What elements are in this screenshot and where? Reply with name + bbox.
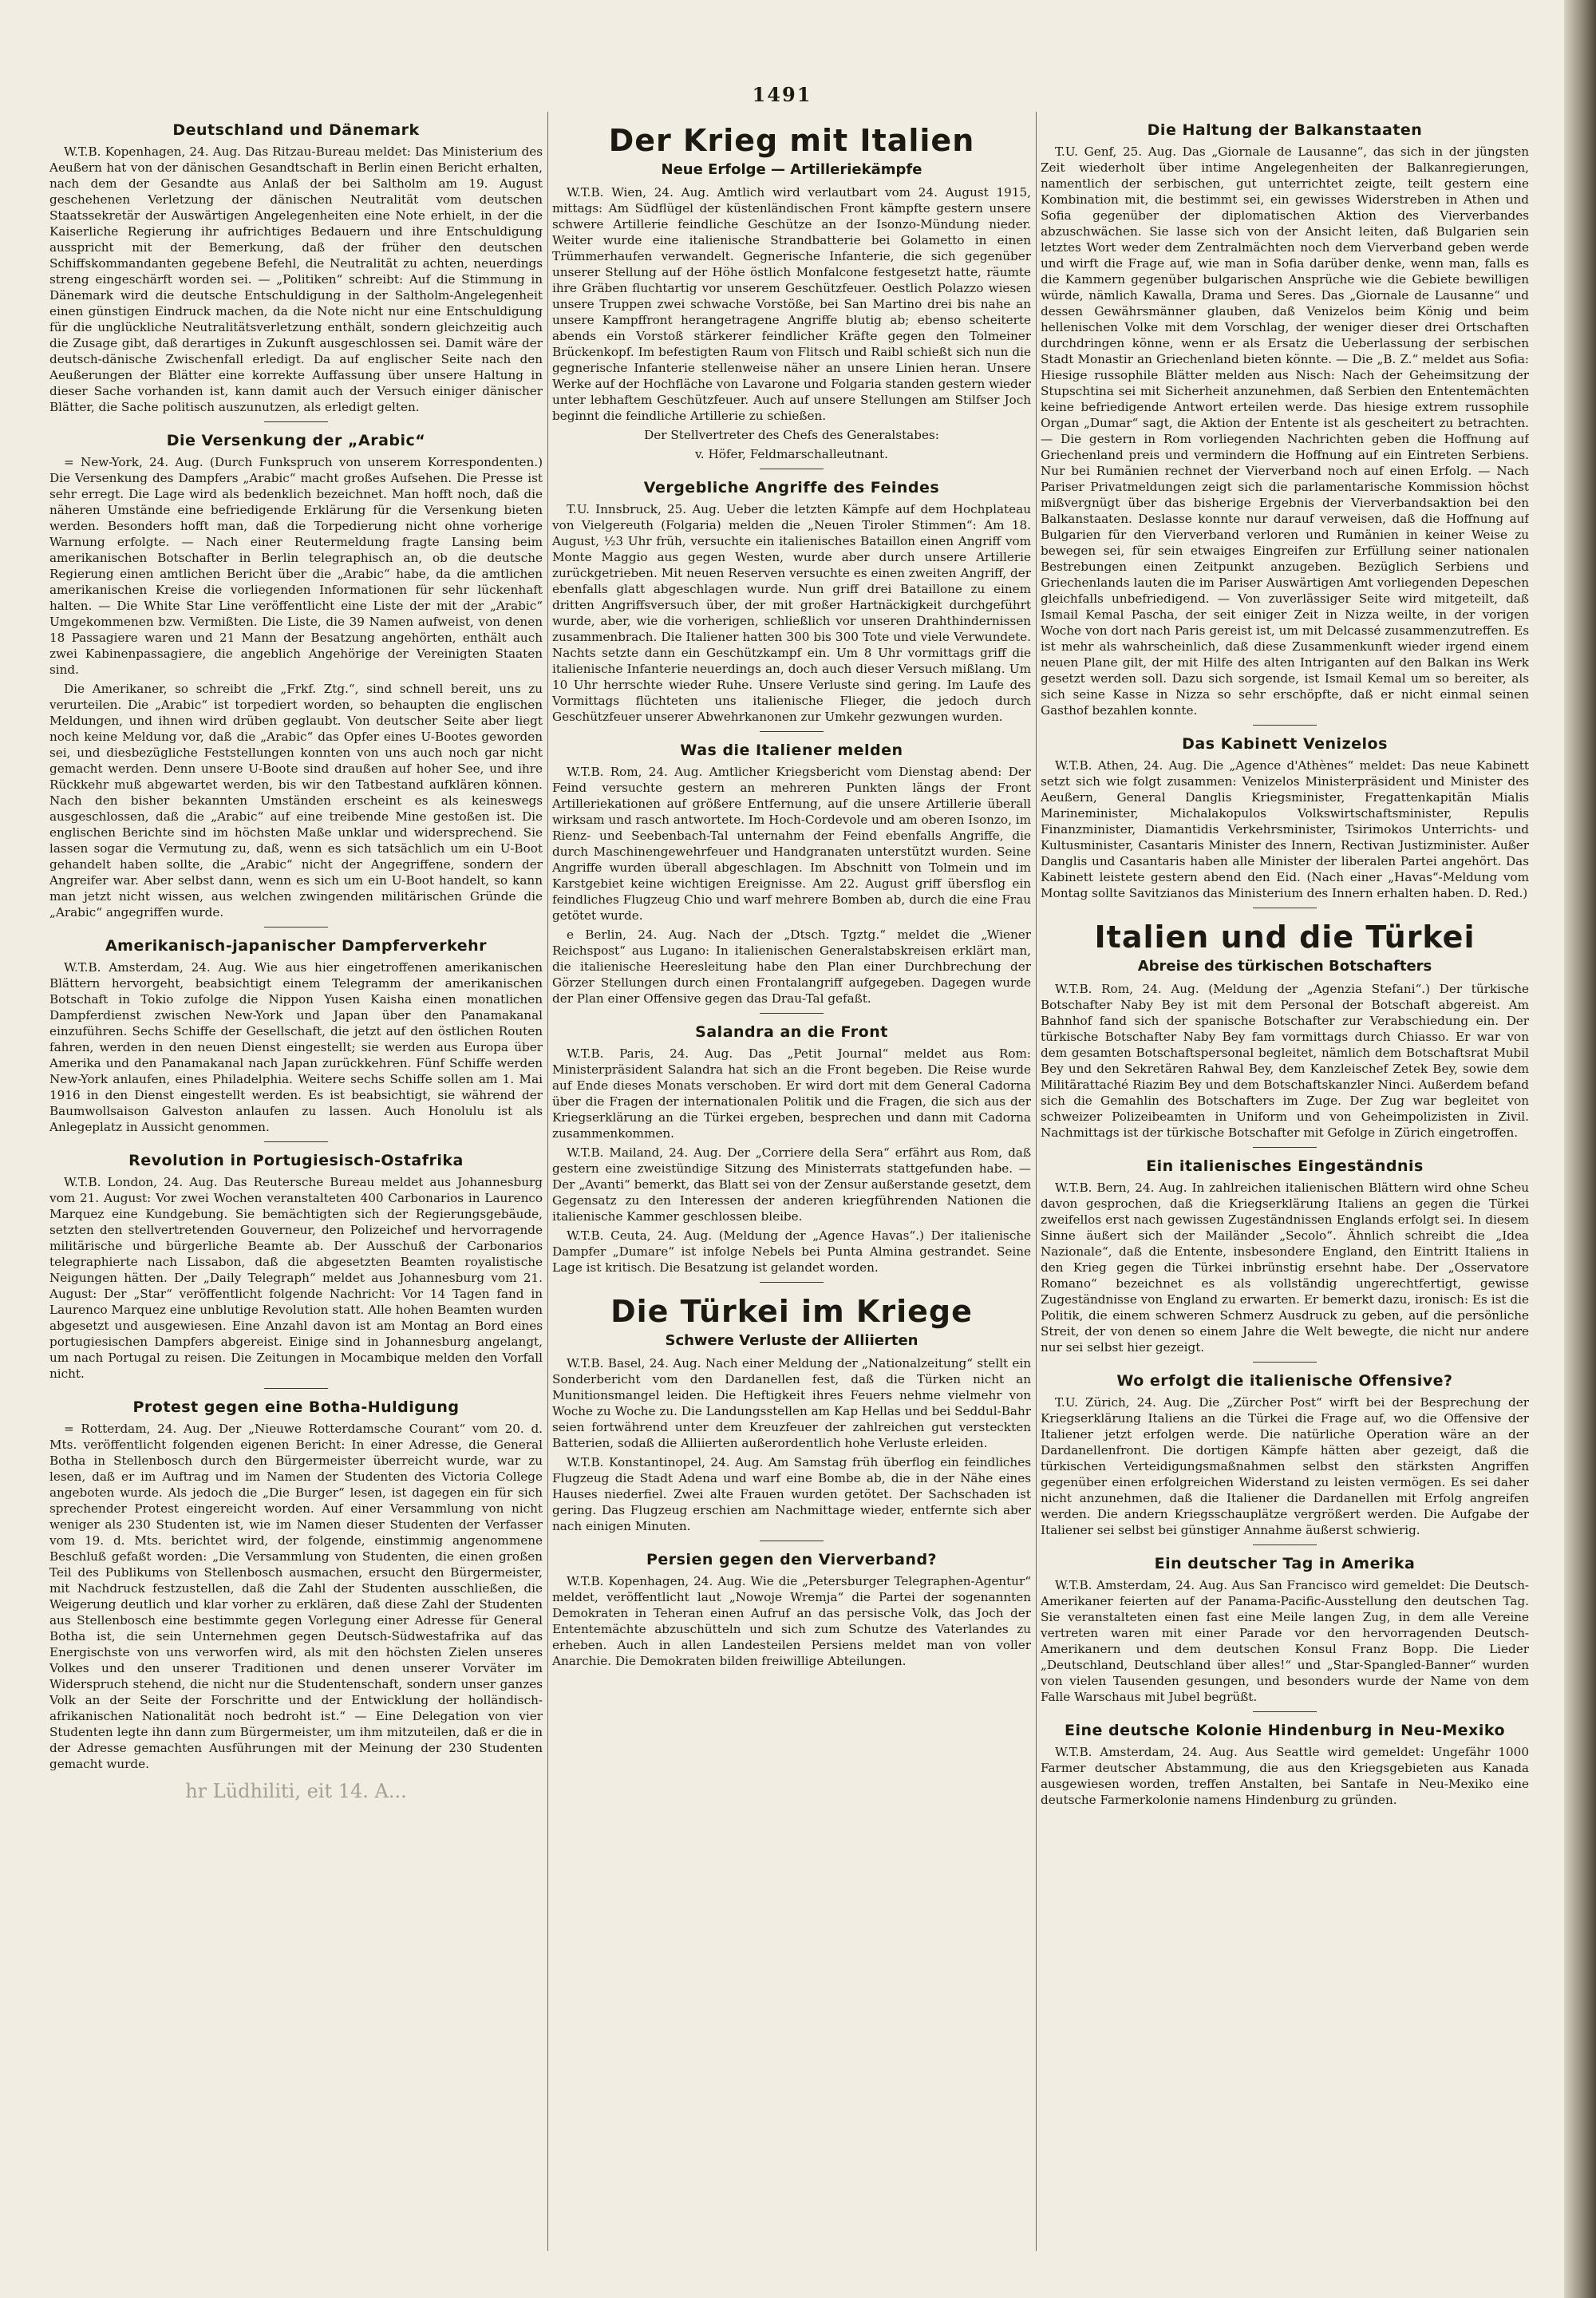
article-paragraph: W.T.B. Athen, 24. Aug. Die „Agence d'Athènes“ meldet: Das neue Kabinett setzt sich wie folgt zusammen: Venizelos Ministerpräsident und Minister des Aeußern, General Danglis Kriegsminister, Fregattenkapitän Mialis Marineminister, Michalakopulos Volkswirtschaftsminister, Repulis Finanzminister, Diamantidis Verkehrsminister, Tsirimokos Unterrichts- und Kultusminister, Casantaris Minister des Innern, Rectivan Justizminister. Außer Danglis und Casantaris haben alle Minister der liberalen Partei angehört. Das Kabinett leistete gestern abend den Eid. (Nach einer „Havas“-Meldung vom Montag sollte Savitzianos das Ministerium des Innern erhalten haben. D. Red.)	[1041, 758, 1529, 900]
article-headline: Die Türkei im Kriege	[610, 1294, 973, 1329]
article-paragraph: W.T.B. Amsterdam, 24. Aug. Aus Seattle wird gemeldet: Ungefähr 1000 Farmer deutscher Abstammung, die aus den Kriegsgebieten aus Kanada ausgewiesen worden, treffen Anstalten, bei Santafe in Neu-Mexiko eine deutsche Farmerkolonie namens Hindenburg zu gründen.	[1041, 1745, 1529, 1807]
article	[1041, 121, 1529, 718]
section-divider	[264, 421, 328, 422]
page-binding-edge	[1564, 0, 1596, 2298]
article-paragraph: W.T.B. Amsterdam, 24. Aug. Wie aus hier eingetroffenen amerikanischen Blättern hervorgeht, beabsichtigt einem Telegramm der amerikanischen Botschaft in Tokio zufolge die Nippon Yusen Kaisha einen monatlichen Dampferdienst zwischen New-York und Japan über den Panamakanal einzuführen. Sechs Schiffe der Gesellschaft, die jetzt auf den östlichen Routen fahren, werden in den neuen Dienst eingestellt; sie werden aus Europa über Amerika und den Panamakanal nach Japan zurückkehren. Fünf Schiffe werden New-York anlaufen, eines Philadelphia. Weitere sechs Schiffe sollen am 1. Mai 1916 in den Dienst eingestellt werden. Es ist beabsichtigt, sie während der Baumwollsaison Galveston anlaufen zu lassen. Auch Honolulu ist als Anlegeplatz in Aussicht genommen.	[49, 960, 543, 1134]
column-middle	[552, 112, 1031, 2266]
article-headline: Das Kabinett Venizelos	[1182, 735, 1388, 753]
article-paragraph: W.T.B. Paris, 24. Aug. Das „Petit Journal“ meldet aus Rom: Ministerpräsident Salandra hat sich an die Front begeben. Die Reise wurde auf Ende dieses Monats verschoben. Er wird dort mit dem General Cadorna über die Fragen der internationalen Politik und die Fragen, die sich aus der Kriegserklärung an die Türkei ergeben, besprechen und dann mit Cadorna zusammenkommen.	[552, 1046, 1031, 1141]
section-divider	[264, 1388, 328, 1389]
article	[552, 469, 1031, 725]
column-rule	[547, 112, 548, 2251]
article-subheadline: Abreise des türkischen Botschafters	[1137, 958, 1432, 975]
section-divider	[1253, 1362, 1317, 1363]
article-headline: Ein italienisches Eingeständnis	[1146, 1157, 1424, 1175]
article-paragraph: T.U. Innsbruck, 25. Aug. Ueber die letzten Kämpfe auf dem Hochplateau von Vielgereuth (Folgaria) melden die „Neuen Tiroler Stimmen“: Am 18. August, ½3 Uhr früh, versuchte ein italienisches Bataillon einen Angriff vom Monte Maggio aus gegen Westen, wurde aber durch unsere Artillerie zurückgetrieben. Mit neuen Reserven versuchte es einen zweiten Angriff, der ebenfalls glatt abgeschlagen wurde. Nun griff drei Bataillone zu einem dritten Angriffsversuch über, der mit großer Hartnäckigkeit durchgeführt wurde, aber, wie die vorherigen, schließlich vor unseren Drahthindernissen zusammenbrach. Die Italiener hatten 300 bis 300 Tote und viele Verwundete. Nachts setzte dann ein Geschützkampf ein. Um 8 Uhr vormittags griff die italienische Infanterie neuerdings an, doch auch dieser Versuch mißlang. Um 10 Uhr herrschte wieder Ruhe. Unsere Verluste sind gering. Im Laufe des Vormittags flüchteten uns italienische Flieger, die jedoch durch Geschützfeuer unserer Abwehrkanonen zur Umkehr gezwungen wurden.	[552, 502, 1031, 724]
article	[1041, 908, 1529, 1141]
article	[49, 421, 543, 920]
article-headline: Was die Italiener melden	[680, 742, 903, 759]
article-headline: Der Krieg mit Italien	[608, 123, 975, 158]
column-right	[1041, 112, 1529, 2266]
section-divider	[760, 1013, 824, 1014]
article-headline: Protest gegen eine Botha-Huldigung	[132, 1398, 460, 1416]
article	[552, 731, 1031, 1007]
article	[1041, 1147, 1529, 1355]
section-divider	[264, 927, 328, 928]
article-subheadline: Schwere Verluste der Alliierten	[665, 1332, 918, 1349]
article-paragraph: Die Amerikaner, so schreibt die „Frkf. Ztg.“, sind schnell bereit, uns zu verurteilen. Die „Arabic“ ist torpediert worden, so behaupten die englischen Meldungen, und ihnen wird drüben geglaubt. Von deutscher Seite aber liegt noch keine Meldung vor, daß die „Arabic“ das Opfer eines U-Bootes geworden sei, und diesbezügliche Feststellungen konnten von uns auch noch gar nicht gemacht werden. Denn unsere U-Boote sind draußen auf hoher See, und ihre Rückkehr muß abgewartet werden, bis wir den Tatbestand aufklären können. Nach den bisher bekannten Umständen erscheint es als keineswegs ausgeschlossen, daß die „Arabic“ auf eine treibende Mine gestoßen ist. Die englischen Berichte sind im höchsten Maße unklar und widersprechend. Sie lassen sogar die Vermutung zu, daß, wenn es sich tatsächlich um ein U-Boot gehandelt haben sollte, die „Arabic“ nicht der Angegriffene, sondern der Angreifer war. Aber selbst dann, wenn es sich um ein U-Boot handelt, so kann man jetzt nicht wissen, aus welchen zwingenden militärischen Gründe die „Arabic“ angegriffen wurde.	[49, 682, 543, 920]
article-paragraph: W.T.B. Rom, 24. Aug. (Meldung der „Agenzia Stefani“.) Der türkische Botschafter Naby Bey ist mit dem Personal der Botschaft abgereist. Am Bahnhof fand sich der spanische Botschafter zur Verabschiedung ein. Der türkische Botschafter Naby Bey fam vormittags durch Chiasso. Er war von dem gesamten Botschaftspersonal begleitet, nämlich dem Botschaftsrat Mubil Bey und den Sekretären Rahwal Bey, dem Kanzleischef Zetek Bey, sowie dem Militärattaché Riazim Bey und dem Botschaftskanzler Ninci. Außerdem befand sich die Gemahlin des Botschafters im Zuge. Der Zug war begleitet von schweizer Polizeibeamten in Uniform und von Geheimpolizisten in Zivil. Nachmittags ist der türkische Botschafter mit Gefolge in Zürich eingetroffen.	[1041, 982, 1529, 1140]
section-divider	[1253, 1147, 1317, 1148]
article	[49, 1141, 543, 1382]
section-divider	[264, 1141, 328, 1142]
article-paragraph: W.T.B. Ceuta, 24. Aug. (Meldung der „Agence Havas“.) Der italienische Dampfer „Dumare“ ist infolge Nebels bei Punta Almina gestrandet. Seine Lage ist kritisch. Die Besatzung ist gelandet worden.	[552, 1228, 1031, 1275]
article-paragraph: T.U. Genf, 25. Aug. Das „Giornale de Lausanne“, das sich in der jüngsten Zeit wiederholt über intime Angelegenheiten der Balkanregierungen, namentlich der serbischen, gut unterrichtet zeigte, teilt gestern eine Kombination mit, die bestimmt sei, ein gewisses Widerstreben in Athen und Sofia gegenüber der diplomatischen Aktion des Vierverbandes abzuschwächen. Sie lasse sich von der Ansicht leiten, daß Bulgarien sein letztes Wort weder dem Zentralmächten noch dem Vierverband geben werde und wirft die Frage auf, wie man in Sofia darüber denke, wenn man, falls es die Kammern gegenüber bulgarischen Ansprüche wie die Gebiete bewilligen würde, nämlich Kawalla, Drama und Seres. Das „Giornale de Lausanne“ und dessen Gewährsmänner glauben, daß Venizelos beim König und beim hellenischen Volke mit dem Vorschlag, der weniger dieser drei Ortschaften durchdringen könne, wenn er als Ersatz die Ueberlassung der serbischen Stadt Monastir an Griechenland bieten könnte. — Die „B. Z.“ meldet aus Sofia: Hiesige russophile Blätter melden aus Nisch: Nach der Geheimsitzung der Stupschtina sei mit Sicherheit anzunehmen, daß Serbien den Ententemächten keine befriedigende Antwort erteilen werde. Das hiesige extrem russophile Organ „Dumar“ sagt, die Aktion der Entente ist als gescheitert zu betrachten. — Die gestern in Rom vorliegenden Nachrichten geben die Hoffnung auf Griechenland preis und vermindern die Hoffnung auf ein Eintreten Serbiens. Nur bei Rumänien rechnet der Vierverband noch auf einen Erfolg. — Nach Pariser Privatmeldungen zeigt sich die parlamentarische Kommission höchst mißvergnügt über das bisherige Ergebnis der Vierverbandsaktion bei den Balkanstaaten. Deslasse konnte nur darauf verweisen, daß die Hoffnung auf Bulgarien für den Vierverband verloren und Rumänien in keiner Weise zu bewegen sei, für sein etwaiges Eingreifen zur Erfüllung seiner nationalen Bestrebungen einen Zeitpunkt anzugeben. Bezüglich Serbiens und Griechenlands lauten die im Pariser Auswärtigen Amt vorliegenden Depeschen gleichfalls unbefriedigend. — Von zuverlässiger Seite wird mitgeteilt, daß Ismail Kemal Pascha, der seit einiger Zeit in Nizza weilte, in der vorigen Woche von dort nach Paris gereist ist, um mit Delcassé zusammenzutreffen. Es ist mehr als wahrscheinlich, daß diese Zusammenkunft wieder irgend einem neuen Plane gilt, der mit Hilfe des alten Intriganten auf den Balkan ins Werk gesetzt werden soll. Dazu sich sorgende, ist Ismail Kemal um so bereiter, als sich seine Kasse in Nizza so sehr erschöpfte, daß er nicht einmal seinen Gasthof bezahlen konnte.	[1041, 144, 1529, 718]
article	[552, 123, 1031, 462]
article-headline: Amerikanisch-japanischer Dampferverkehr	[105, 937, 488, 955]
article-headline: Ein deutscher Tag in Amerika	[1154, 1555, 1416, 1572]
article-paragraph: W.T.B. Konstantinopel, 24. Aug. Am Samstag früh überflog ein feindliches Flugzeug die Stadt Adena und warf eine Bombe ab, die in der Nähe eines Hauses niederfiel. Zwei alte Frauen wurden getötet. Der Sachschaden ist gering. Das Flugzeug erschien am Nachmittage wieder, entfernte sich aber nach einigen Minuten.	[552, 1455, 1031, 1533]
article-paragraph: W.T.B. London, 24. Aug. Das Reutersche Bureau meldet aus Johannesburg vom 21. August: Vor zwei Wochen veranstalteten 400 Carbonarios in Laurenco Marquez eine Kundgebung. Sie bemächtigten sich der Regierungsgebäude, setzten den stellvertretenden Gouverneur, den Polizeichef und hervorragende militärische und bürgerliche Beamte ab. Der Ausschuß der Carbonarios telegraphierte nach Lissabon, daß die abgesetzten Beamten royalistische Neigungen hätten. Der „Daily Telegraph“ meldet aus Johannesburg vom 21. August: Der „Star“ veröffentlicht folgende Nachricht: Vor 14 Tagen fand in Laurenco Marquez eine unblutige Revolution statt. Alle hohen Beamten wurden abgesetzt und ausgewiesen. Eine Anzahl davon ist am Montag an Bord eines portugiesischen Dampfers abgereist. Einige sind in Johannesburg angelangt, um nach Portugal zu reisen. Die Zeitungen in Mocambique melden den Vorfall nicht.	[49, 1175, 543, 1381]
article	[552, 1282, 1031, 1534]
section-divider	[760, 1282, 824, 1283]
article-headline: Die Haltung der Balkanstaaten	[1147, 121, 1423, 139]
article	[49, 121, 543, 415]
article-headline: Italien und die Türkei	[1094, 920, 1476, 955]
article-headline: Eine deutsche Kolonie Hindenburg in Neu-Mexiko	[1064, 1722, 1506, 1739]
section-divider	[1253, 725, 1317, 726]
article-headline: Wo erfolgt die italienische Offensive?	[1116, 1372, 1453, 1390]
article-paragraph: W.T.B. Kopenhagen, 24. Aug. Wie die „Petersburger Telegraphen-Agentur“ meldet, veröffentlicht laut „Nowoje Wremja“ die Partei der sogenannten Demokraten in Teheran einen Aufruf an das persische Volk, das Joch der Ententemächte abzuschütteln und sich zum Schutze des Vaterlandes zu erheben. Auch in allen Landesteilen Persiens meldet man von voller Anarchie. Die Demokraten bilden freiwillige Abteilungen.	[552, 1574, 1031, 1668]
article	[1041, 1362, 1529, 1538]
article-paragraph: W.T.B. Kopenhagen, 24. Aug. Das Ritzau-Bureau meldet: Das Ministerium des Aeußern hat von der dänischen Gesandtschaft in Berlin einen Bericht erhalten, nach dem der Gesandte aus Anlaß der bei Saltholm am 19. August geschehenen Verletzung der dänischen Neutralität vom deutschen Staatssekretär der Auswärtigen Angelegenheiten eine Note erhielt, in der die Kaiserliche Regierung ihr aufrichtiges Bedauern und ihre Entschuldigung ausspricht mit der Bemerkung, daß der früher den deutschen Schiffskommandanten gegebene Befehl, die Neutralität zu achten, neuerdings streng eingeschärft worden sei. — „Politiken“ schreibt: Auf die Stimmung in Dänemark wird die deutsche Entschuldigung in der Saltholm-Angelegenheit einen günstigen Eindruck machen, da die Note nicht nur eine Entschuldigung für die unglückliche Neutralitätsverletzung enthält, sondern gleichzeitig auch die Zusage gibt, daß derartiges in Zukunft ausgeschlossen sei. Damit wäre der deutsch-dänische Zwischenfall erledigt. Da auf englischer Seite nach den Aeußerungen der Blätter eine korrekte Auffassung über unsere Haltung in dieser Sache vorhanden ist, kann damit auch der Versuch einiger dänischer Blätter, die Sache politisch auszunutzen, als erledigt gelten.	[49, 144, 543, 414]
article-paragraph: = New-York, 24. Aug. (Durch Funkspruch von unserem Korrespondenten.) Die Versenkung des Dampfers „Arabic“ macht großes Aufsehen. Die Presse ist sehr erregt. Die Lage wird als bedenklich bezeichnet. Man hofft noch, daß die näheren Umstände eine befriedigende Erklärung für die Versenkung bieten werden. Besonders hofft man, daß die Torpedierung nicht ohne vorherige Warnung erfolgte. — Nach einer Reutermeldung fragte Lansing beim amerikanischen Botschafter in Berlin telegraphisch an, ob die deutsche Regierung einen amtlichen Bericht über die „Arabic“ habe, da die amtlichen amerikanischen Kreise die vorliegenden Informationen für sehr lückenhaft halten. — Die White Star Line veröffentlicht eine Liste der mit der „Arabic“ Umgekommenen bzw. Vermißten. Die Liste, die 39 Namen aufweist, von denen 18 Passagiere waren und 21 Mann der Besatzung angehörten, enthält auch zwei Kabinenpassagiere, die angeblich Angehörige der Vereinigten Staaten sind.	[49, 455, 543, 677]
article	[552, 1013, 1031, 1276]
column-rule	[1036, 112, 1037, 2251]
section-divider	[1253, 1711, 1317, 1712]
article-headline: Die Versenkung der „Arabic“	[166, 432, 426, 449]
article-subheadline: Neue Erfolge — Artilleriekämpfe	[661, 161, 922, 178]
article-paragraph: = Rotterdam, 24. Aug. Der „Nieuwe Rotterdamsche Courant“ vom 20. d. Mts. veröffentlicht folgenden eigenen Bericht: In einer Adresse, die General Botha in Stellenbosch durch den Bürgermeister überreicht wurde, war zu lesen, daß er im Auftrag und im Namen der Studenten des Victoria College angeboten wurde. Als jedoch die „Die Burger“ lesen, ist dagegen ein für sich sprechender Protest eingereicht worden. Auf einer Versammlung von nicht weniger als 230 Studenten ist, wie im Namen dieser Studenten der Verfasser vom 19. d. Mts. berichtet wird, der folgende, einstimmig angenommene Beschluß gefaßt worden: „Die Versammlung von Studenten, die einen großen Teil des Publikums von Stellenbosch ausmachen, ersucht den Bürgermeister, mit Nachdruck festzustellen, daß die Zahl der Studenten ausschließen, die Weigerung deutlich und klar vorher zu erklären, daß diese Zahl der Studenten aus Stellenbosch eine bestimmte gegen Vorlegung einer Adresse für General Botha ist, die sein Unternehmen gegen Deutsch-Südwestafrika auf das Energischste von uns verworfen wird, als mit den höchsten Zielen unseres Volkes und den unserer Traditionen und denen unserer Vorväter im Widerspruch stehend, die nicht nur die Studentenschaft, sondern unser ganzes Volk an der Seite der Forschritte und der Entwicklung der holländisch-afrikanischen Nationalität noch bedroht ist.“ — Eine Delegation von vier Studenten legte ihn dann zum Bürgermeister, um ihm mitzuteilen, daß er die in der Adresse gemachten Ausführungen mit der Meinung der 230 Studenten gemacht wurde.	[49, 1422, 543, 1771]
article-paragraph: W.T.B. Amsterdam, 24. Aug. Aus San Francisco wird gemeldet: Die Deutsch-Amerikaner feierten auf der Panama-Pacific-Ausstellung den deutschen Tag. Sie veranstalteten einen fast eine Meile langen Zug, in dem alle Vereine vertreten waren mit einer Parade vor den hervorragenden Deutsch-Amerikanern und dem deutschen Konsul Franz Bopp. Die Lieder „Deutschland, Deutschland über alles!“ und „Star-Spangled-Banner“ wurden von vielen Tausenden gesungen, und besonders wurde der Name von dem Falle Warschaus mit Jubel begrüßt.	[1041, 1578, 1529, 1704]
article-headline: Vergebliche Angriffe des Feindes	[643, 479, 940, 496]
bleed-through-text: hr Lüdhiliti, eit 14. A...	[185, 1780, 407, 1802]
column-left	[49, 112, 543, 2266]
article	[1041, 725, 1529, 901]
page-number: 1491	[752, 83, 812, 106]
section-divider	[760, 731, 824, 732]
article	[1041, 1711, 1529, 1808]
signature-line: v. Höfer, Feldmarschalleutnant.	[695, 447, 888, 461]
article-headline: Salandra an die Front	[695, 1023, 888, 1041]
article-paragraph: e Berlin, 24. Aug. Nach der „Dtsch. Tgztg.“ meldet die „Wiener Reichspost“ aus Lugano: In italienischen Generalstabskreisen erklärt man, die italienische Heeresleitung habe den Plan einer Durchbrechung der Görzer Stellungen durch einen Frontalangriff aufgegeben. Dagegen wurde der Plan einer Offensive gegen das Drau-Tal gefaßt.	[552, 928, 1031, 1006]
article-paragraph: W.T.B. Rom, 24. Aug. Amtlicher Kriegsbericht vom Dienstag abend: Der Feind versuchte gestern an mehreren Punkten längs der Front Artilleriekationen auf größere Entfernung, auf die unsere Artillerie überall wirksam und rasch antwortete. Im Hoch-Cordevole und am oberen Isonzo, im Rienz- und Seebenbach-Tal unternahm der Feind ebenfalls Angriffe, die durch Maschinengewehrfeuer und Handgranaten unterstützt wurden. Seine Angriffe wurden überall abgeschlagen. Im Abschnitt von Tolmein und im Karstgebiet keine wichtigen Ereignisse. Am 22. August griff übersflog ein feindliches Flugzeug Chio und warf mehrere Bomben ab, durch die eine Frau getötet wurde.	[552, 765, 1031, 923]
article-headline: Revolution in Portugiesisch-Ostafrika	[128, 1152, 464, 1169]
article-paragraph: W.T.B. Mailand, 24. Aug. Der „Corriere della Sera“ erfährt aus Rom, daß gestern eine zweistündige Sitzung des Ministerrats stattgefunden habe. — Der „Avanti“ bemerkt, das Blatt sei von der Zensur außerstande gesetzt, dem Gegensatz zu den Interessen der anderen kriegführenden Nationen die italienische Kammer geschlossen bleibe.	[552, 1145, 1031, 1224]
signature-line: Der Stellvertreter des Chefs des Generalstabes:	[644, 428, 939, 442]
article-paragraph: W.T.B. Basel, 24. Aug. Nach einer Meldung der „Nationalzeitung“ stellt ein Sonderbericht vom den Dardanellen fest, daß die Türken nicht an Munitionsmangel leiden. Die Heftigkeit ihres Feuers nehme vielmehr von Woche zu Woche zu. Die Landungsstellen am Kap Hellas und bei Seddul-Bahr seien fortwährend unter dem Kreuzfeuer der zahlreichen gut versteckten Batterien, sodaß die Alliierten außerordentlich hohe Verluste erleiden.	[552, 1356, 1031, 1450]
article-paragraph: W.T.B. Wien, 24. Aug. Amtlich wird verlautbart vom 24. August 1915, mittags: Am Südflügel der küstenländischen Front kämpfte gestern unsere schwere Artillerie feindliche Geschütze an der Isonzo-Mündung nieder. Weiter wurde eine italienische Strandbatterie bei Golametto in einen Trümmerhaufen verwandelt. Gegnerische Infanterie, die sich gegenüber unserer Stellung auf der Höhe östlich Monfalcone festgesetzt hatte, räumte ihre Gräben fluchtartig vor unserem Geschützfeuer. Oestlich Polazzo wiesen unsere Truppen zwei schwache Vorstöße, bei San Martino drei bis nahe an unsere Kampffront herangetragene Angriffe blutig ab; ebenso scheiterte abends ein Vorstoß stärkerer feindlicher Kräfte gegen den Tolmeiner Brückenkopf. Im befestigten Raum von Flitsch und Raibl schießt sich nun die gegnerische Infanterie stellenweise näher an unsere Linien heran. Unsere Werke auf der Hochfläche von Lavarone und Folgaria standen gestern wieder unter lebhaftem Geschützfeuer. Auch auf unsere Stellungen am Stilfser Joch beginnt die feindliche Artillerie zu schießen.	[552, 185, 1031, 423]
article	[49, 1388, 543, 1772]
article-headline: Persien gegen den Vierverband?	[646, 1551, 938, 1568]
article-paragraph: T.U. Zürich, 24. Aug. Die „Zürcher Post“ wirft bei der Besprechung der Kriegserklärung Italiens an die Türkei die Frage auf, wo die Offensive der Italiener jetzt erfolgen werde. Die natürliche Operation wäre an der Dardanellenfront. Die dortigen Kämpfe hätten aber gezeigt, daß die türkischen Verteidigungsmaßnahmen selbst den stärksten Angriffen gegenüber einen erfolgreichen Widerstand zu leisten vermögen. Es sei daher nicht anzunehmen, daß die Italiener die Dardanellen mit Erfolg angreifen werden. Die andern Kriegsschauplätze vergrößert werden. Die Aufgabe der Italiener sei selbst bei günstiger Annahme äußerst schwierig.	[1041, 1395, 1529, 1537]
article-paragraph: W.T.B. Bern, 24. Aug. In zahlreichen italienischen Blättern wird ohne Scheu davon gesprochen, daß die Kriegserklärung Italiens an gegen die Türkei zweifellos erst nach gewissen Zugeständnissen Englands erfolgt sei. In diesem Sinne äußert sich der Mailänder „Secolo“. Ähnlich schreibt die „Idea Nazionale“, daß die Entente, insbesondere England, den Eintritt Italiens in den Krieg gegen die Türkei inbrünstig ersehnt habe. Der „Osservatore Romano“ bezeichnet es als vollständig ungerechtfertigt, gewisse Zugeständnisse von England zu erwarten. Er bemerkt dazu, ironisch: Es ist die Politik, die einem schweren Schmerz Ausdruck zu geben, auf die persönliche Streit, der von denen so einem Jahre die Welt bewegte, die nicht nur andere nur sei selbst hier gezeigt.	[1041, 1181, 1529, 1355]
article	[1041, 1545, 1529, 1705]
article	[49, 927, 543, 1135]
article-headline: Deutschland und Dänemark	[172, 121, 420, 139]
article	[552, 1541, 1031, 1669]
